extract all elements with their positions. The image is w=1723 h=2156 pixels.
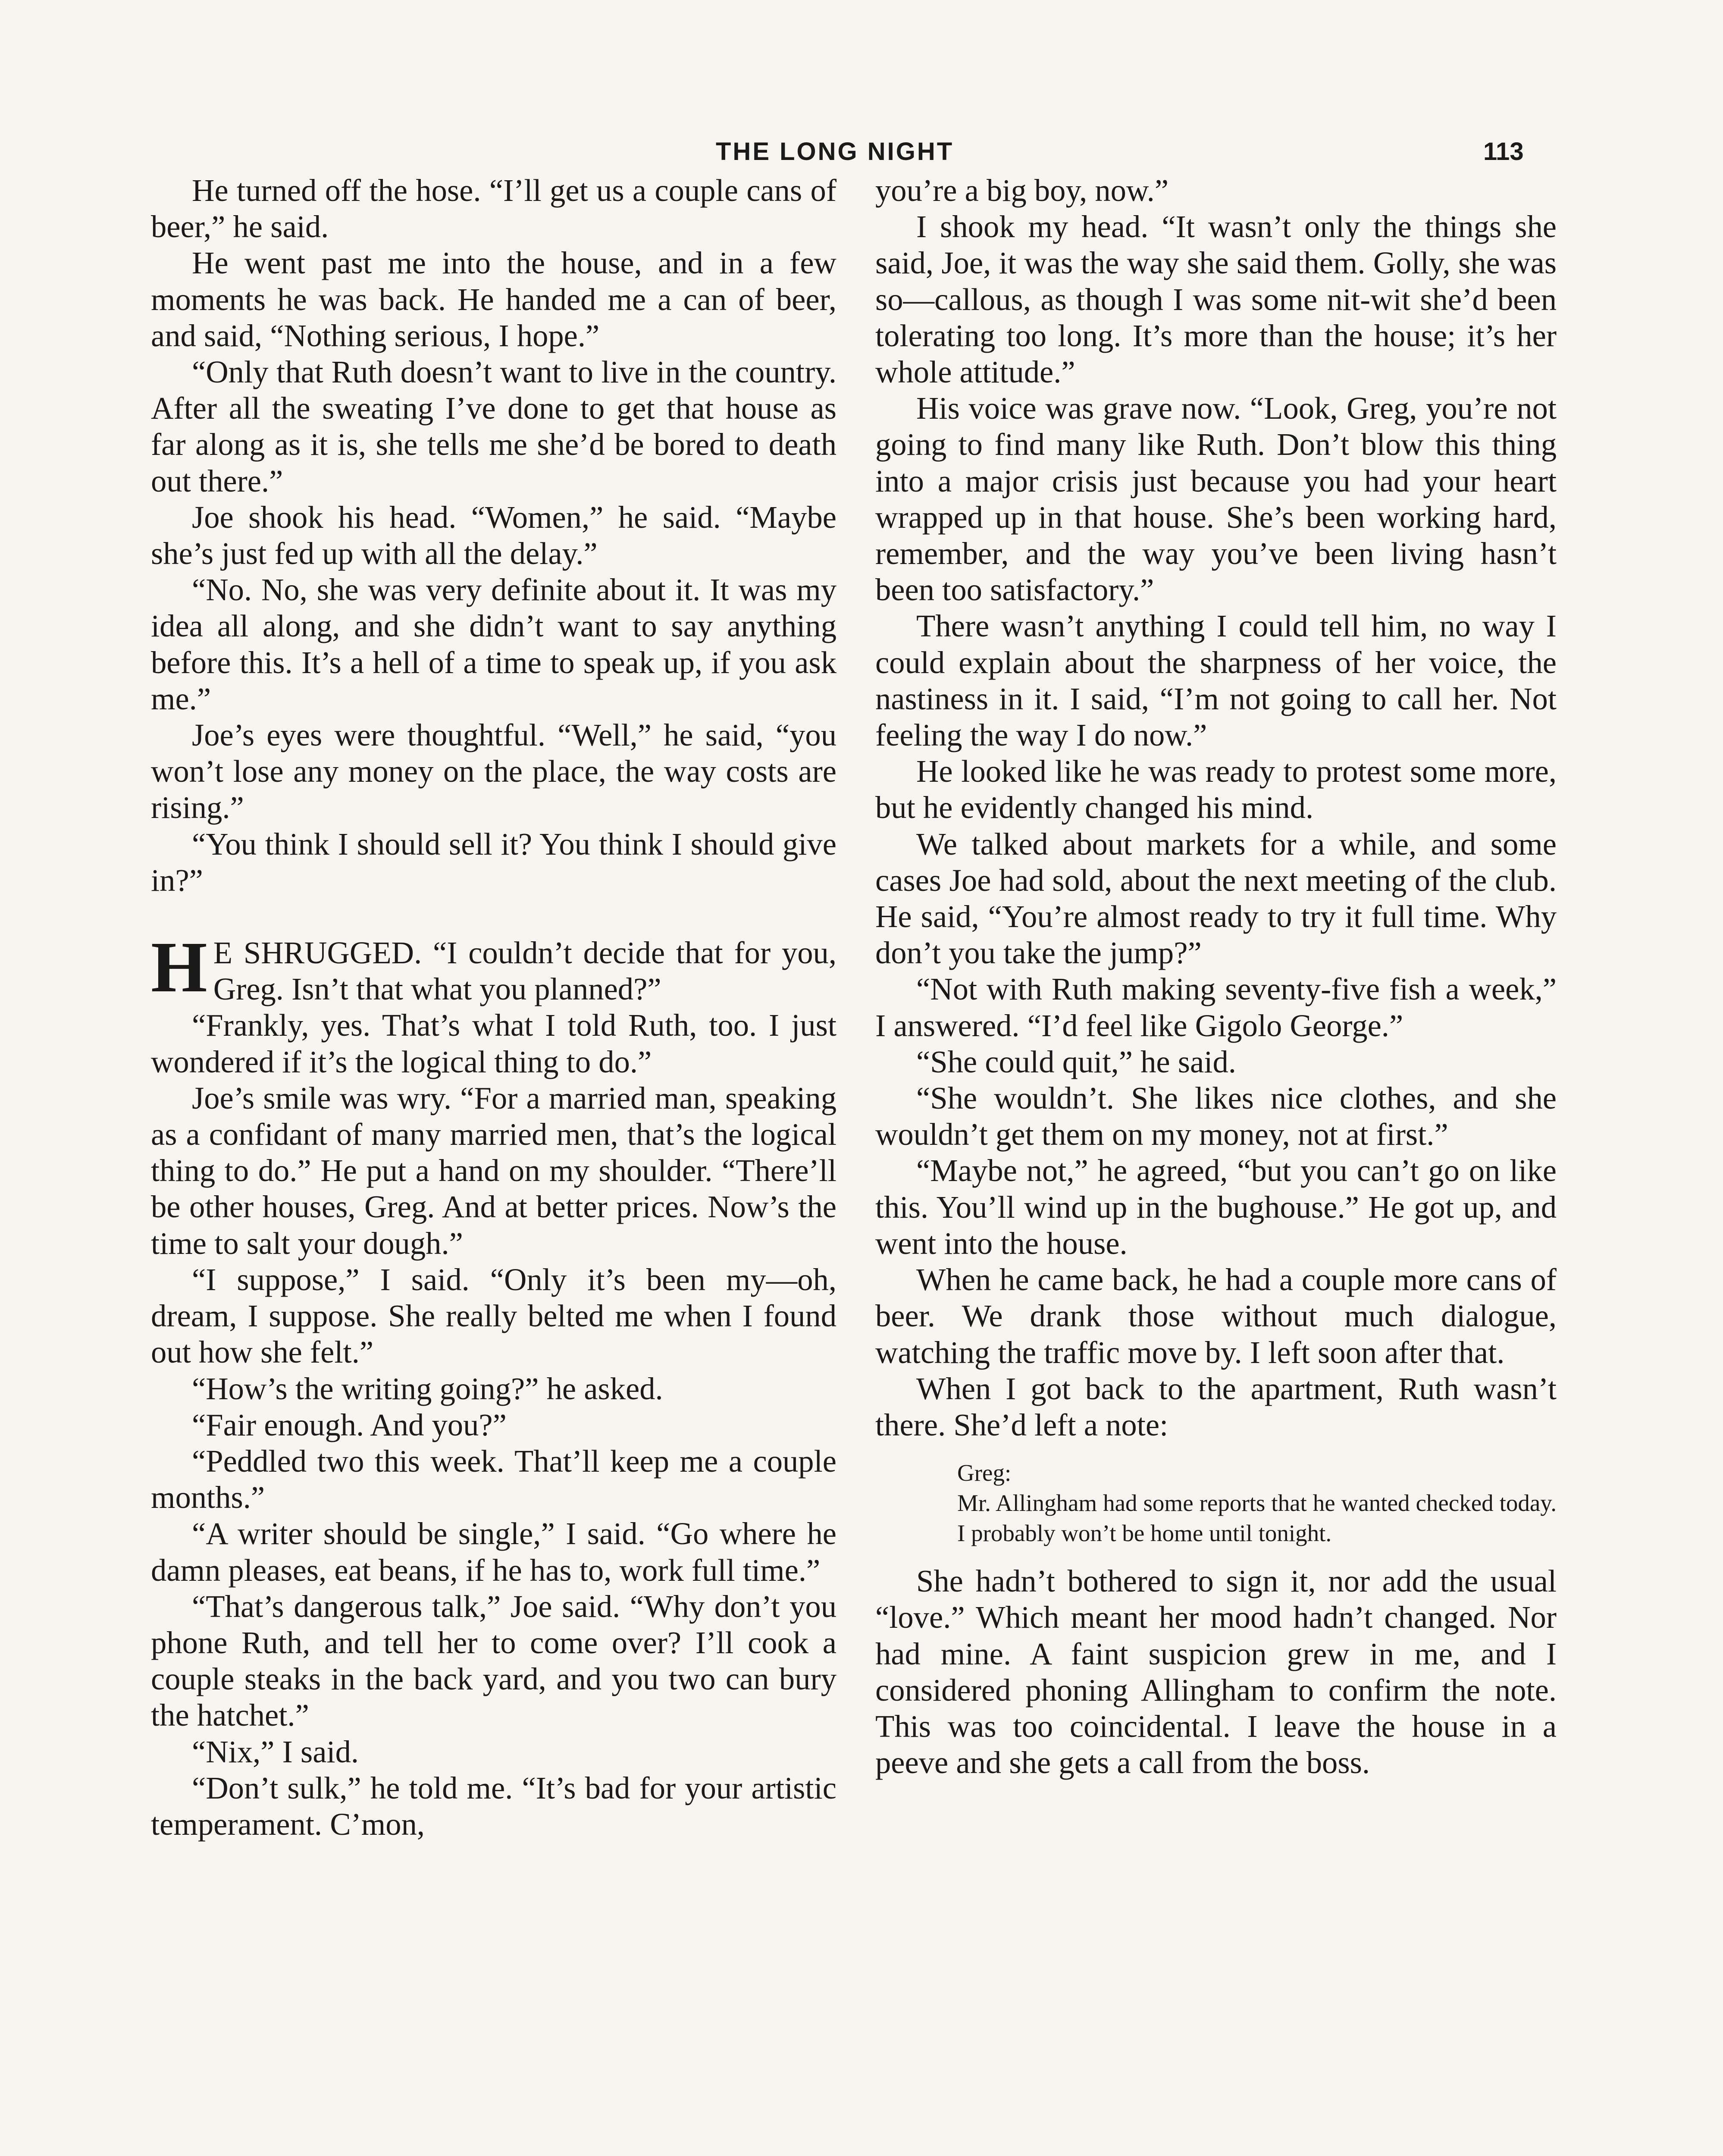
paragraph: When I got back to the apartment, Ruth wasn’t there. She’d left a note: [875, 1371, 1557, 1442]
paragraph: “Peddled two this week. That’ll keep me a couple months.” [151, 1443, 836, 1515]
paragraph: “Not with Ruth making seventy-five fish a week,” I answered. “I’d feel like Gigolo George.” [875, 971, 1557, 1043]
section-opening-text: E SHRUGGED. “I couldn’t decide that for you, Greg. Isn’t that what you planned?” [213, 935, 836, 1007]
paragraph: Joe’s smile was wry. “For a married man, speaking as a confidant of many married men, that’s the logical thing to do.” He put a hand on my shoulder. “There’ll be other houses, Greg. And at better prices. Now’s the time to salt your dough.” [151, 1080, 836, 1261]
paragraph: “A writer should be single,” I said. “Go where he damn pleases, eat beans, if he has to, work full time.” [151, 1516, 836, 1588]
paragraph: When he came back, he had a couple more cans of beer. We drank those without much dialogue, watching the traffic move by. I left soon after that. [875, 1262, 1557, 1370]
section-opening-paragraph [151, 927, 836, 1008]
paragraph: He looked like he was ready to protest some more, but he evidently changed his mind. [875, 754, 1557, 825]
paragraph: “She wouldn’t. She likes nice clothes, and she wouldn’t get them on my money, not at first.” [875, 1081, 1557, 1152]
paragraph: “I suppose,” I said. “Only it’s been my—oh, dream, I suppose. She really belted me when I found out how she felt.” [151, 1262, 836, 1370]
running-title: THE LONG NIGHT [716, 138, 954, 166]
paragraph: “Nix,” I said. [192, 1734, 359, 1769]
handwritten-note-text [957, 1458, 1557, 1548]
paragraph: “No. No, she was very definite about it. It was my idea all along, and she didn’t want to say anything before this. It’s a hell of a time to speak up, if you ask me.” [151, 572, 836, 716]
paragraph: His voice was grave now. “Look, Greg, you’re not going to find many like Ruth. Don’t blow this thing into a major crisis just because you had your heart wrapped up in that house. She’s been working hard, remember, and the way you’ve been living hasn’t been too satisfactory.” [875, 391, 1557, 608]
drop-cap: H [151, 927, 207, 1008]
left-column [151, 172, 836, 1843]
paragraph: “Don’t sulk,” he told me. “It’s bad for your artistic temperament. C’mon, [151, 1770, 836, 1842]
paragraph: “You think I should sell it? You think I should give in?” [151, 826, 836, 898]
paragraph: Joe’s eyes were thoughtful. “Well,” he said, “you won’t lose any money on the place, the way costs are rising.” [151, 718, 836, 825]
paragraph: I shook my head. “It wasn’t only the things she said, Joe, it was the way she said them. Golly, she was so—callous, as though I was some nit-wit she’d been tolerating too long. It’s more than the house; it’s her whole attitude.” [875, 209, 1557, 390]
paragraph: He went past me into the house, and in a few moments he was back. He handed me a can of beer, and said, “Nothing serious, I hope.” [151, 245, 836, 353]
page-number: 113 [1483, 138, 1524, 166]
paragraph: “Fair enough. And you?” [192, 1407, 507, 1442]
paragraph: Joe shook his head. “Women,” he said. “Maybe she’s just fed up with all the delay.” [151, 499, 836, 571]
paragraph: “That’s dangerous talk,” Joe said. “Why don’t you phone Ruth, and tell her to come over? I’ll cook a couple steaks in the back yard, and you two can bury the hatchet.” [151, 1589, 836, 1733]
paragraph: “Only that Ruth doesn’t want to live in the country. After all the sweating I’ve done to get that house as far along as it is, she tells me she’d be bored to death out there.” [151, 354, 836, 498]
note-salutation: Greg: [957, 1460, 1012, 1486]
paragraph: “How’s the writing going?” he asked. [192, 1371, 663, 1406]
right-column [875, 172, 1557, 1781]
note-body: Mr. Allingham had some reports that he wanted checked today. I probably won’t be home until tonight. [957, 1490, 1557, 1547]
paragraph: He turned off the hose. “I’ll get us a couple cans of beer,” he said. [151, 173, 836, 244]
paragraph: There wasn’t anything I could tell him, no way I could explain about the sharpness of her voice, the nastiness in it. I said, “I’m not going to call her. Not feeling the way I do now.” [875, 608, 1557, 753]
paragraph: “She could quit,” he said. [916, 1044, 1236, 1079]
paragraph: “Frankly, yes. That’s what I told Ruth, too. I just wondered if it’s the logical thing to do.” [151, 1008, 836, 1079]
paragraph: She hadn’t bothered to sign it, nor add the usual “love.” Which meant her mood hadn’t changed. Nor had mine. A faint suspicion grew in me, and I considered phoning Allingham to confirm the note. This was too coincidental. I leave the house in a peeve and she gets a call from the boss. [875, 1564, 1557, 1780]
paragraph: We talked about markets for a while, and some cases Joe had sold, about the next meeting of the club. He said, “You’re almost ready to try it full time. Why don’t you take the jump?” [875, 826, 1557, 971]
paragraph: “Maybe not,” he agreed, “but you can’t go on like this. You’ll wind up in the bughouse.” He got up, and went into the house. [875, 1153, 1557, 1261]
paragraph-continuation: you’re a big boy, now.” [875, 173, 1169, 208]
